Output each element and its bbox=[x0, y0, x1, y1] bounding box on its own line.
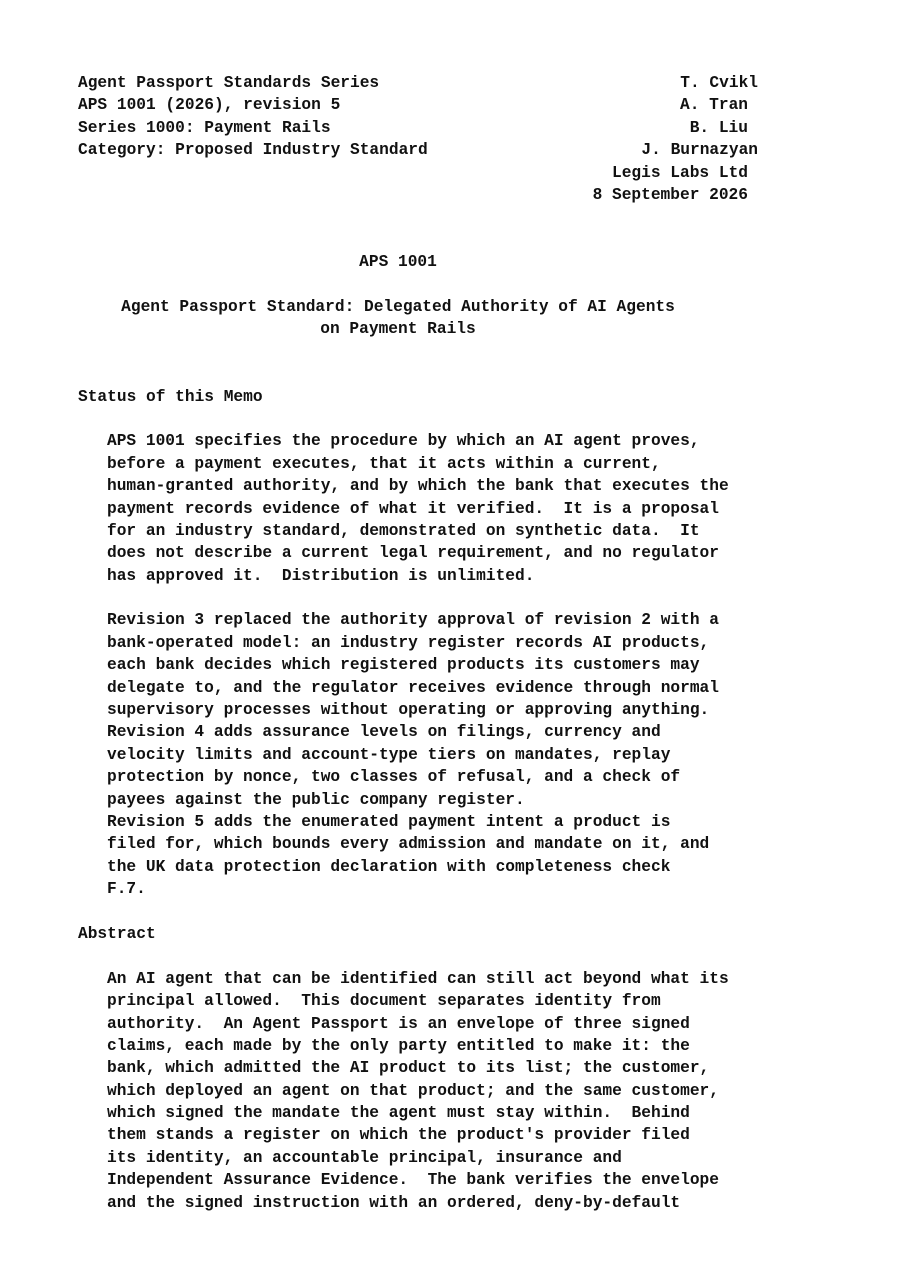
header-row-1 bbox=[78, 72, 878, 94]
header-row-6 bbox=[78, 184, 878, 206]
text-line: which deployed an agent on that product; and the same customer, bbox=[107, 1081, 719, 1100]
header-row-4 bbox=[78, 139, 878, 161]
organization: Legis Labs Ltd bbox=[612, 163, 748, 182]
header-row-3 bbox=[78, 117, 878, 139]
text-line: filed for, which bounds every admission and mandate on it, and bbox=[107, 835, 710, 854]
document-header bbox=[78, 72, 878, 206]
text-line: principal allowed. This document separates identity from bbox=[107, 992, 661, 1011]
text-line: has approved it. Distribution is unlimited. bbox=[107, 566, 535, 585]
text-line: payment records evidence of what it verified. It is a proposal bbox=[107, 499, 719, 518]
text-line: APS 1001 specifies the procedure by which an AI agent proves, bbox=[107, 432, 700, 451]
text-line: bank-operated model: an industry register records AI products, bbox=[107, 633, 710, 652]
text-line: and the signed instruction with an ordered, deny-by-default bbox=[107, 1193, 681, 1212]
author-2: A. Tran bbox=[680, 96, 748, 115]
text-line: velocity limits and account-type tiers on mandates, replay bbox=[107, 745, 671, 764]
publication-date: 8 September 2026 bbox=[592, 185, 748, 204]
document-page bbox=[78, 72, 878, 1214]
text-line: human-granted authority, and by which the bank that executes the bbox=[107, 477, 729, 496]
text-line: payees against the public company register. bbox=[107, 790, 525, 809]
text-line: claims, each made by the only party entitled to make it: the bbox=[107, 1036, 690, 1055]
status-paragraph-1 bbox=[78, 430, 878, 587]
header-row-5 bbox=[78, 162, 878, 184]
author-1: T. Cvikl bbox=[680, 74, 758, 92]
text-line: Revision 4 adds assurance levels on filings, currency and bbox=[107, 723, 661, 742]
text-line: delegate to, and the regulator receives evidence through normal bbox=[107, 678, 719, 697]
series-name: Agent Passport Standards Series bbox=[78, 74, 380, 92]
text-line: bank, which admitted the AI product to its list; the customer, bbox=[107, 1059, 710, 1078]
header-row-2 bbox=[78, 94, 878, 116]
author-3: B. Liu bbox=[689, 118, 748, 137]
document-category: Category: Proposed Industry Standard bbox=[78, 141, 428, 160]
text-line: F.7. bbox=[107, 880, 146, 899]
text-line: does not describe a current legal requirement, and no regulator bbox=[107, 544, 719, 563]
text-line: them stands a register on which the product's provider filed bbox=[107, 1126, 690, 1145]
series-category: Series 1000: Payment Rails bbox=[78, 118, 331, 137]
text-line: Independent Assurance Evidence. The bank verifies the envelope bbox=[107, 1171, 719, 1190]
status-paragraph-2 bbox=[78, 609, 878, 900]
text-line: Revision 3 replaced the authority approval of revision 2 with a bbox=[107, 611, 719, 630]
text-line: Revision 5 adds the enumerated payment intent a product is bbox=[107, 812, 671, 831]
text-line: protection by nonce, two classes of refusal, and a check of bbox=[107, 768, 681, 787]
document-title-line-2: on Payment Rails bbox=[320, 320, 476, 339]
text-line: each bank decides which registered products its customers may bbox=[107, 656, 700, 675]
author-4: J. Burnazyan bbox=[641, 141, 758, 160]
text-line: before a payment executes, that it acts within a current, bbox=[107, 454, 661, 473]
text-line: authority. An Agent Passport is an envelope of three signed bbox=[107, 1014, 690, 1033]
text-line: for an industry standard, demonstrated on synthetic data. It bbox=[107, 521, 700, 540]
text-line: which signed the mandate the agent must stay within. Behind bbox=[107, 1104, 690, 1123]
text-line: supervisory processes without operating or approving anything. bbox=[107, 701, 710, 720]
status-heading: Status of this Memo bbox=[78, 387, 263, 406]
document-number: APS 1001 (2026), revision 5 bbox=[78, 96, 341, 115]
text-line: An AI agent that can be identified can still act beyond what its bbox=[107, 969, 729, 988]
abstract-heading: Abstract bbox=[78, 924, 156, 943]
abstract-paragraph-1 bbox=[78, 968, 878, 1214]
document-number-title: APS 1001 bbox=[359, 253, 437, 272]
text-line: its identity, an accountable principal, insurance and bbox=[107, 1148, 622, 1167]
text-line: the UK data protection declaration with completeness check bbox=[107, 857, 671, 876]
document-title-line-1: Agent Passport Standard: Delegated Authority of AI Agents bbox=[121, 297, 675, 316]
